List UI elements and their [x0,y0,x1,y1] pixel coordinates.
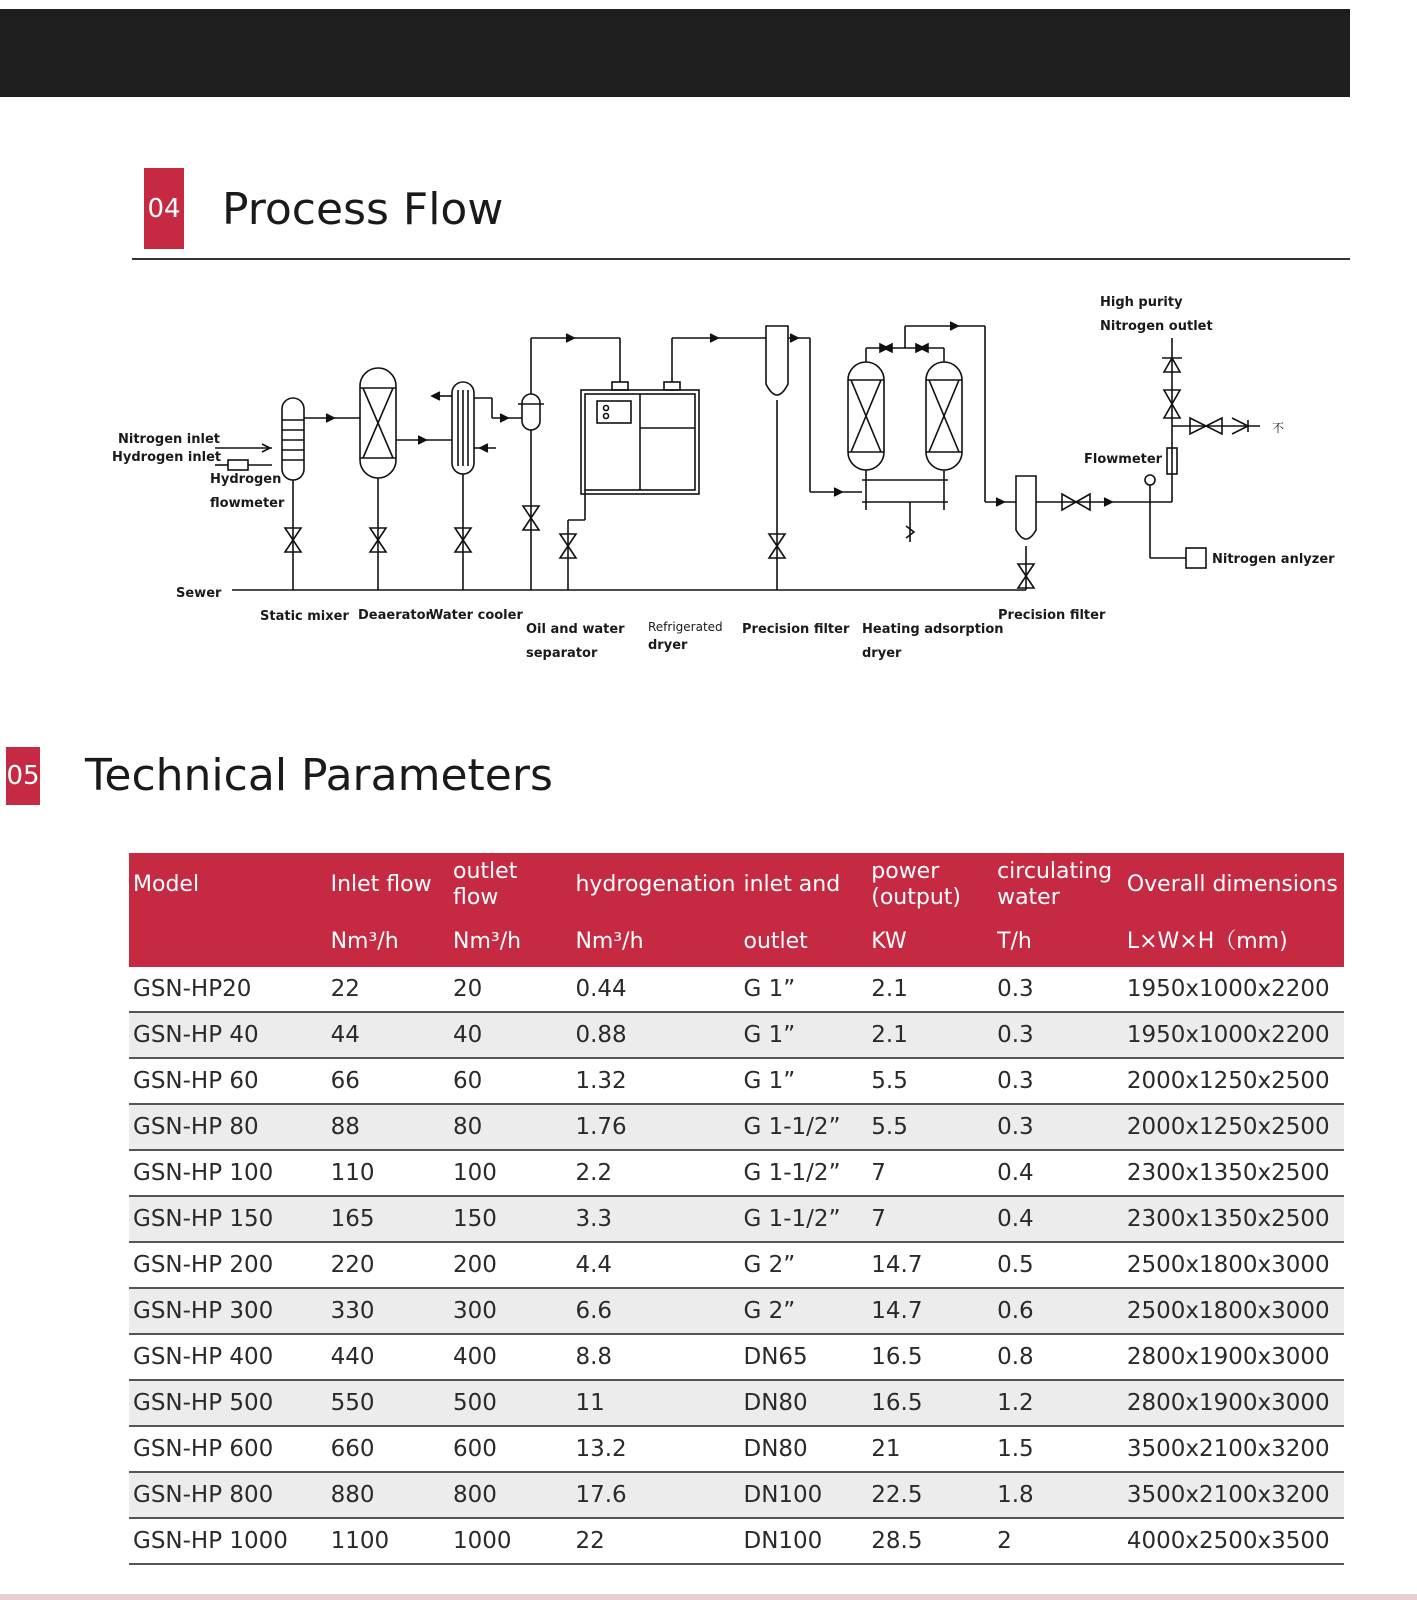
table-cell: 5.5 [867,1104,993,1150]
label-heating-adsorption: Heating adsorption [862,622,1004,637]
table-cell: 300 [449,1288,571,1334]
column-unit: KW [867,917,993,967]
column-header: Overall dimensions [1123,853,1344,917]
table-cell: 11 [571,1380,739,1426]
table-cell: 440 [327,1334,449,1380]
label-nitrogen-inlet: Nitrogen inlet [118,432,220,447]
table-row [129,967,1344,1012]
table-cell: 6.6 [571,1288,739,1334]
label-static-mixer: Static mixer [260,609,349,624]
table-cell: 2.1 [867,1012,993,1058]
column-unit: T/h [993,917,1123,967]
table-cell: 2000x1250x2500 [1123,1058,1344,1104]
column-header: circulating water [993,853,1123,917]
table-cell: G 2” [739,1242,867,1288]
table-cell: 0.88 [571,1012,739,1058]
table-cell: 2500x1800x3000 [1123,1242,1344,1288]
table-cell: 22 [571,1518,739,1564]
table-cell: 220 [327,1242,449,1288]
flowmeter-gauge [1145,475,1155,485]
label-hydrogen-flowmeter-2: flowmeter [210,496,285,511]
table-cell: GSN-HP 800 [129,1472,327,1518]
table-cell: 1.5 [993,1426,1123,1472]
static-mixer-vessel [282,398,304,480]
table-row [129,1380,1344,1426]
table-cell: 2.1 [867,967,993,1012]
table-row [129,1058,1344,1104]
section-number-badge-2: 05 [6,747,40,805]
table-cell: GSN-HP 100 [129,1150,327,1196]
column-unit: outlet [739,917,867,967]
table-cell: GSN-HP 40 [129,1012,327,1058]
table-cell: 1.32 [571,1058,739,1104]
column-unit [129,917,327,967]
table-cell: 110 [327,1150,449,1196]
table-cell: 660 [327,1426,449,1472]
table-row [129,1012,1344,1058]
table-cell: GSN-HP20 [129,967,327,1012]
table-cell: 2 [993,1518,1123,1564]
table-cell: 2800x1900x3000 [1123,1380,1344,1426]
table-cell: 22.5 [867,1472,993,1518]
column-header: hydrogenation [571,853,739,917]
table-cell: 600 [449,1426,571,1472]
label-water-cooler: Water cooler [429,608,523,623]
table-cell: 13.2 [571,1426,739,1472]
table-cell: 500 [449,1380,571,1426]
table-cell: GSN-HP 400 [129,1334,327,1380]
section-title: Process Flow [222,184,504,235]
table-cell: G 1-1/2” [739,1104,867,1150]
table-cell: G 1-1/2” [739,1150,867,1196]
table-cell: 4.4 [571,1242,739,1288]
table-cell: GSN-HP 80 [129,1104,327,1150]
table-cell: 0.3 [993,1104,1123,1150]
table-cell: 1000 [449,1518,571,1564]
table-cell: 1.2 [993,1380,1123,1426]
table-cell: 5.5 [867,1058,993,1104]
top-banner [0,9,1350,97]
table-row [129,1242,1344,1288]
label-sewer: Sewer [176,586,222,601]
table-cell: 1.76 [571,1104,739,1150]
table-cell: 17.6 [571,1472,739,1518]
label-oil-water-separator: Oil and water [526,622,625,637]
table-cell: 2.2 [571,1150,739,1196]
column-header: Model [129,853,327,917]
precision-filter-vessel [766,326,788,395]
column-unit: Nm³/h [327,917,449,967]
table-cell: GSN-HP 150 [129,1196,327,1242]
table-cell: 880 [327,1472,449,1518]
table-cell: G 1-1/2” [739,1196,867,1242]
table-cell: DN80 [739,1426,867,1472]
table-cell: 0.8 [993,1334,1123,1380]
table-cell: 16.5 [867,1334,993,1380]
table-cell: 550 [327,1380,449,1426]
table-cell: 1100 [327,1518,449,1564]
table-cell: GSN-HP 600 [129,1426,327,1472]
table-row [129,1150,1344,1196]
label-flowmeter: Flowmeter [1084,452,1163,467]
table-cell: 21 [867,1426,993,1472]
table-cell: 7 [867,1196,993,1242]
label-high-purity: High purity [1100,295,1183,310]
table-cell: 66 [327,1058,449,1104]
column-unit: L×W×H（mm) [1123,917,1344,967]
table-cell: 80 [449,1104,571,1150]
table-cell: 3500x2100x3200 [1123,1472,1344,1518]
table-row [129,1104,1344,1150]
label-deaerator: Deaerator [358,608,432,623]
table-cell: G 1” [739,967,867,1012]
column-unit: Nm³/h [571,917,739,967]
table-cell: 0.4 [993,1196,1123,1242]
table-cell: 16.5 [867,1380,993,1426]
table-cell: 2800x1900x3000 [1123,1334,1344,1380]
table-row [129,1426,1344,1472]
table-cell: G 1” [739,1058,867,1104]
label-oil-water-separator-2: separator [526,646,598,661]
table-cell: 0.4 [993,1150,1123,1196]
label-heating-adsorption-2: dryer [862,646,902,661]
table-cell: 22 [327,967,449,1012]
process-flow-diagram [0,280,1417,700]
table-cell: 100 [449,1150,571,1196]
section-divider [132,258,1350,260]
table-cell: 3500x2100x3200 [1123,1426,1344,1472]
table-cell: 0.3 [993,1012,1123,1058]
table-cell: 14.7 [867,1288,993,1334]
table-cell: 150 [449,1196,571,1242]
table-cell: 2300x1350x2500 [1123,1150,1344,1196]
table-cell: 7 [867,1150,993,1196]
column-header: power (output) [867,853,993,917]
label-nitrogen-outlet: Nitrogen outlet [1100,319,1213,334]
label-nitrogen-analyzer: Nitrogen anlyzer [1212,552,1335,567]
column-header: Inlet flow [327,853,449,917]
table-cell: DN100 [739,1518,867,1564]
table-cell: DN100 [739,1472,867,1518]
label-refrigerated-dryer: Refrigerated [648,620,723,634]
oil-water-separator [522,394,540,430]
table-cell: 14.7 [867,1242,993,1288]
precision-filter-2-vessel [1016,476,1036,539]
column-header: outlet flow [449,853,571,917]
table-cell: GSN-HP 60 [129,1058,327,1104]
vent-symbol: 不 [1272,421,1285,435]
table-cell: 44 [327,1012,449,1058]
table-cell: 3.3 [571,1196,739,1242]
table-cell: GSN-HP 300 [129,1288,327,1334]
table-cell: 88 [327,1104,449,1150]
table-cell: 1.8 [993,1472,1123,1518]
table-cell: G 2” [739,1288,867,1334]
label-precision-filter: Precision filter [742,622,850,637]
table-cell: 400 [449,1334,571,1380]
table-cell: GSN-HP 1000 [129,1518,327,1564]
table-cell: 0.44 [571,967,739,1012]
label-hydrogen-flowmeter: Hydrogen [210,472,282,487]
table-cell: 2000x1250x2500 [1123,1104,1344,1150]
table-cell: 4000x2500x3500 [1123,1518,1344,1564]
table-cell: 2500x1800x3000 [1123,1288,1344,1334]
table-row [129,1334,1344,1380]
section-number-badge: 04 [144,168,184,249]
table-cell: 200 [449,1242,571,1288]
table-cell: 165 [327,1196,449,1242]
table-cell: 20 [449,967,571,1012]
nitrogen-analyzer-box [1186,548,1206,568]
table-cell: 1950x1000x2200 [1123,967,1344,1012]
label-precision-filter-2: Precision filter [998,608,1106,623]
table-cell: 40 [449,1012,571,1058]
table-row [129,1518,1344,1564]
table-cell: G 1” [739,1012,867,1058]
table-cell: GSN-HP 500 [129,1380,327,1426]
table-cell: DN65 [739,1334,867,1380]
table-cell: GSN-HP 200 [129,1242,327,1288]
table-cell: 8.8 [571,1334,739,1380]
column-unit: Nm³/h [449,917,571,967]
table-cell: 2300x1350x2500 [1123,1196,1344,1242]
table-cell: 1950x1000x2200 [1123,1012,1344,1058]
section-title-2: Technical Parameters [85,750,553,801]
table-cell: DN80 [739,1380,867,1426]
table-row [129,1472,1344,1518]
table-cell: 800 [449,1472,571,1518]
table-cell: 0.6 [993,1288,1123,1334]
table-cell: 0.5 [993,1242,1123,1288]
table-cell: 60 [449,1058,571,1104]
footer-accent-line [0,1594,1417,1600]
table-cell: 0.3 [993,1058,1123,1104]
table-row [129,1288,1344,1334]
technical-parameters-table [129,853,1344,1565]
label-refrigerated-dryer-2: dryer [648,638,688,653]
table-cell: 0.3 [993,967,1123,1012]
table-row [129,1196,1344,1242]
label-hydrogen-inlet: Hydrogen inlet [112,450,222,465]
column-header: inlet and [739,853,867,917]
table-cell: 330 [327,1288,449,1334]
table-cell: 28.5 [867,1518,993,1564]
